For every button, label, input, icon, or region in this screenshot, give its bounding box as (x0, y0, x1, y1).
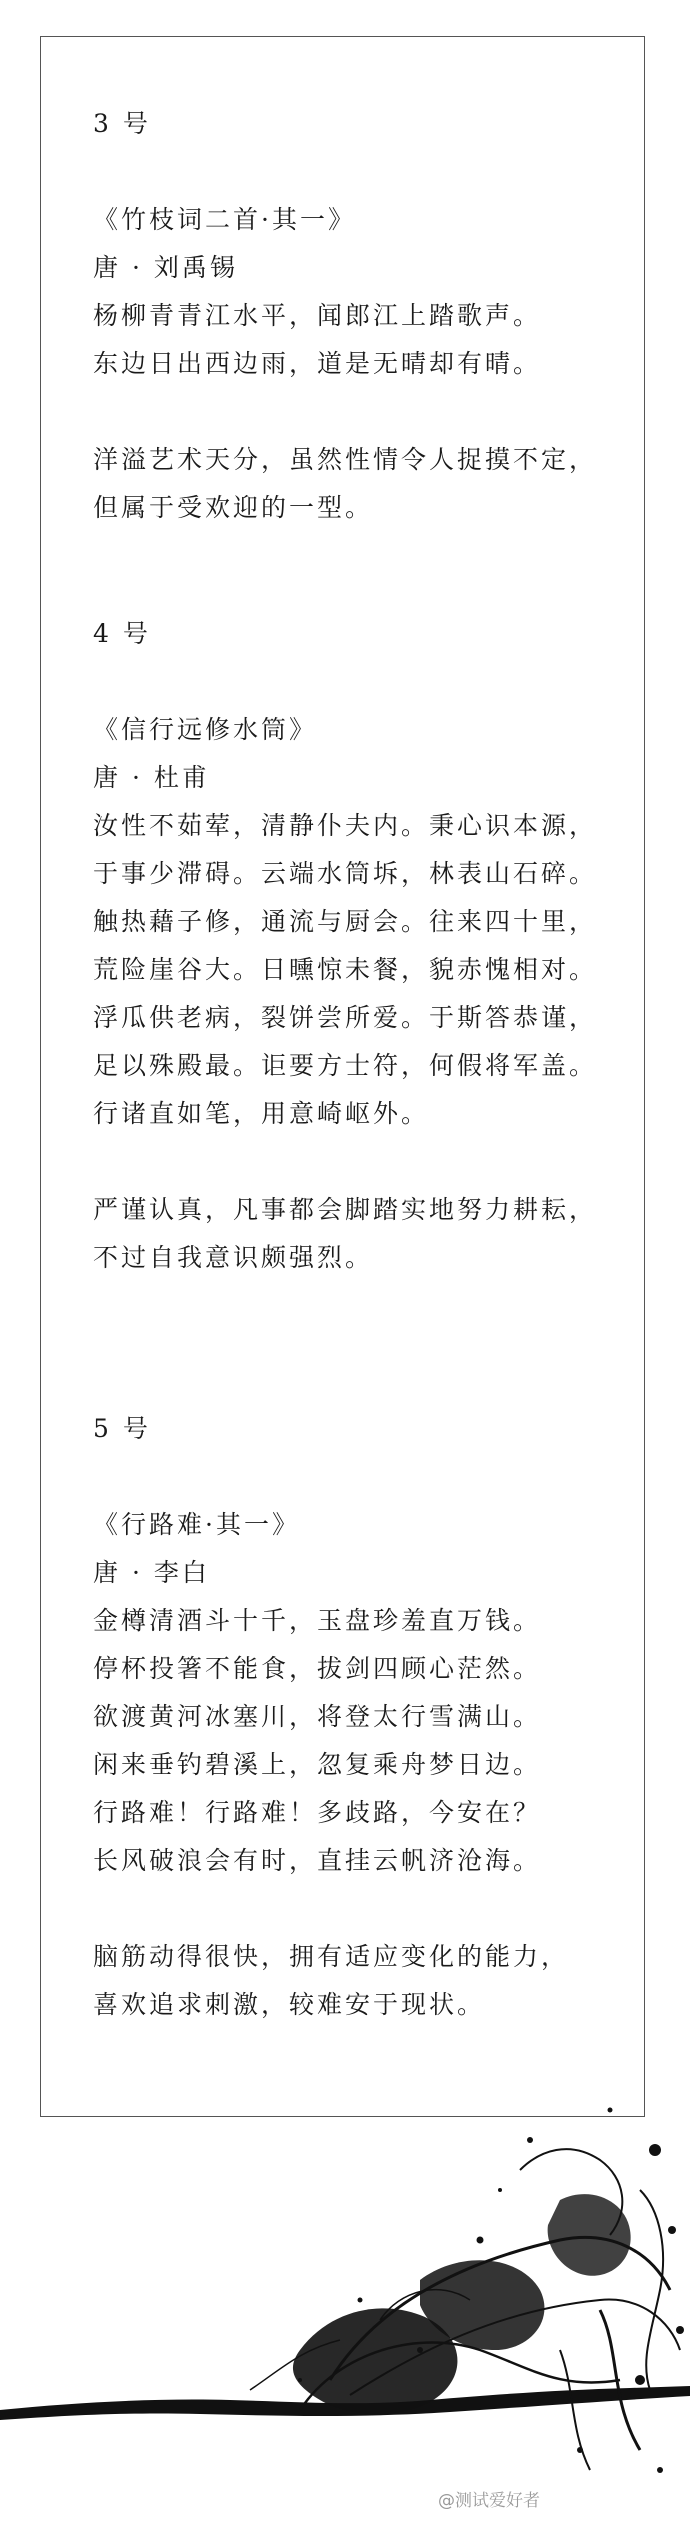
section-number: 5 号 (93, 1414, 151, 1443)
comment-line: 不过自我意识颇强烈。 (93, 1243, 374, 1272)
poem-author: 唐 · 刘禹锡 (93, 253, 238, 282)
comment-line: 洋溢艺术天分，虽然性情令人捉摸不定， (93, 445, 598, 474)
poem-line: 停杯投箸不能食，拔剑四顾心茫然。 (93, 1654, 542, 1683)
comment-line: 喜欢追求刺激，较难安于现状。 (93, 1990, 486, 2019)
poem-line: 东边日出西边雨，道是无晴却有晴。 (93, 349, 542, 378)
poem-author: 唐 · 杜甫 (93, 763, 210, 792)
poem-title: 《竹枝词二首·其一》 (93, 205, 356, 234)
poem-line: 足以殊殿最。讵要方士符，何假将军盖。 (93, 1051, 598, 1080)
section-3 (93, 100, 623, 532)
poem-title: 《信行远修水筒》 (93, 715, 318, 744)
watermark-text: @测试爱好者 (438, 2491, 540, 2511)
poem-title: 《行路难·其一》 (93, 1510, 300, 1539)
poem-line: 触热藉子修，通流与厨会。往来四十里， (93, 907, 598, 936)
poem-line: 闲来垂钓碧溪上，忽复乘舟梦日边。 (93, 1750, 542, 1779)
section-number: 3 号 (93, 109, 151, 138)
poem-line: 汝性不茹荤，清静仆夫内。秉心识本源， (93, 811, 598, 840)
poem-line: 于事少滞碍。云端水筒坼，林表山石碎。 (93, 859, 598, 888)
ink-splash-illustration (0, 2050, 690, 2524)
poem-line: 杨柳青青江水平，闻郎江上踏歌声。 (93, 301, 542, 330)
comment-line: 但属于受欢迎的一型。 (93, 493, 374, 522)
poem-line: 浮瓜供老病，裂饼尝所爱。于斯答恭谨， (93, 1003, 598, 1032)
poem-line: 欲渡黄河冰塞川，将登太行雪满山。 (93, 1702, 542, 1731)
poem-line: 荒险崖谷大。日曛惊未餐，貌赤愧相对。 (93, 955, 598, 984)
comment-line: 严谨认真，凡事都会脚踏实地努力耕耘， (93, 1195, 598, 1224)
section-5 (93, 1405, 623, 2029)
poem-line: 长风破浪会有时，直挂云帆济沧海。 (93, 1846, 542, 1875)
poem-author: 唐 · 李白 (93, 1558, 210, 1587)
section-4 (93, 610, 623, 1282)
comment-line: 脑筋动得很快，拥有适应变化的能力， (93, 1942, 570, 1971)
poem-line: 金樽清酒斗十千，玉盘珍羞直万钱。 (93, 1606, 542, 1635)
poem-line: 行路难！行路难！多歧路，今安在？ (93, 1798, 542, 1827)
poem-line: 行诸直如笔，用意崎岖外。 (93, 1099, 430, 1128)
section-number: 4 号 (93, 619, 151, 648)
